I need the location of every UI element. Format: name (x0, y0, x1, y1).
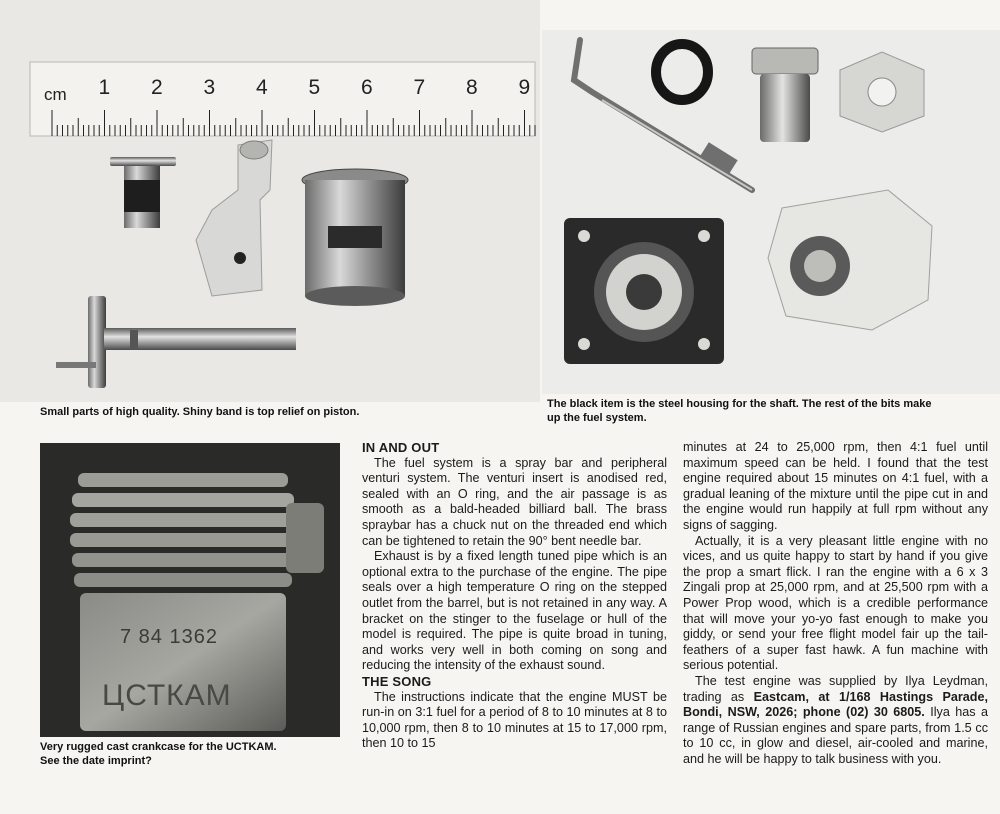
exhaust-stub (286, 503, 324, 573)
supplier-text-b: Ilya has a range of Russian engines and spare parts, from 1.5 cc to 10 cc, in glow and diesel, air-cooled and marine, and he will be happy to talk business with you. (683, 705, 988, 766)
crankcase-caption (40, 740, 277, 768)
black-item-caption-line1: The black item is the steel housing for the shaft. The rest of the bits make (547, 398, 932, 410)
threaded-fitting (752, 48, 818, 142)
fuel-system-photo (542, 30, 1000, 394)
crankcase-date-imprint: 7 84 1362 (120, 626, 218, 648)
paragraph-supplier (683, 674, 988, 768)
ruler-number: 4 (256, 76, 268, 99)
ruler-number: 5 (308, 76, 321, 99)
ruler-unit-label: cm (44, 85, 67, 104)
supplier-address: Eastcam, at 1/168 Hastings Parade, Bondi, NSW, 2026; phone (02) 30 6805. (683, 689, 988, 720)
ruler-number: 2 (151, 76, 163, 99)
ruler-number: 9 (518, 76, 531, 99)
crankcase-caption-line1: Very rugged cast crankcase for the UCTKAM. (40, 741, 277, 753)
small-parts-photo (0, 0, 540, 402)
cylinder-liner (302, 169, 408, 306)
ruler (30, 62, 535, 136)
carb-body (768, 190, 932, 330)
heading-the-song: THE SONG (362, 673, 432, 689)
shaft-housing (564, 218, 724, 364)
black-item-caption (547, 397, 931, 425)
ruler-number: 8 (466, 76, 478, 99)
crankcase-brand-imprint: ЦСТКАМ (102, 679, 232, 712)
ruler-number: 6 (361, 76, 373, 99)
paragraph-exhaust: Exhaust is by a fixed length tuned pipe which is an optional extra to the purchase of the engine. The pipe seals over a high temperature O ring on the stepped outlet from the barrel, but is not retained in any way. A bracket on the stinger to the fuselage or hull of the model is required. The pipe is quite broad in tuning, and works very well in both coming on song and reducing the intensity of the exhaust sound. (362, 549, 667, 673)
fuel-system-photo-drawing (542, 30, 1000, 394)
paragraph-performance: Actually, it is a very pleasant little engine with no vices, and us quite happy to start by hand if you give the prop a smart flick. I ran the engine with a 6 x 3 Zingali prop at 25,000 rpm, and at 25,500 rpm with a Power Prop wood, which is a credible performance that will move your yo-yo fast enough to make you giddy, or send your free flight model fair up the tail-feathers of a super fast hawk. A fun machine with serious potential. (683, 533, 988, 673)
small-parts-caption: Small parts of high quality. Shiny band is top relief on piston. (40, 406, 360, 418)
ruler-number: 3 (203, 76, 216, 99)
heading-in-and-out: IN AND OUT (362, 440, 440, 455)
supplier-text-a: The test engine was supplied by Ilya Leydman, trading as (683, 673, 988, 704)
crankcase-caption-line2: See the date imprint? (40, 755, 152, 767)
article-column-1 (362, 440, 667, 752)
article-column-2 (683, 440, 988, 767)
paragraph-instructions: The instructions indicate that the engine MUST be run-in on 3:1 fuel for a period of 8 to 10 minutes at 8 to 10,000 rpm, then 8 to 10 minutes at 15 to 17,000 rpm, then 10 to 15 (362, 689, 667, 751)
ruler-number: 7 (413, 76, 426, 99)
crankcase-photo (40, 443, 340, 737)
black-item-caption-line2: up the fuel system. (547, 412, 647, 424)
crankcase-photo-drawing (40, 443, 340, 737)
ruler-number: 1 (98, 76, 111, 99)
small-parts-photo-drawing (0, 0, 540, 402)
paragraph-fuel-system: The fuel system is a spray bar and peripheral venturi system. The venturi insert is anodised red, sealed with an O ring, and the air passage is as smooth as a bald-headed billiard ball. The brass spraybar has a chuck nut on the threaded end which can be tightened to retain the 90° bent needle bar. (362, 455, 667, 548)
paragraph-run-in: minutes at 24 to 25,000 rpm, then 4:1 fuel until maximum speed can be held. I found that the test engine required about 15 minutes on 4:1 fuel, with a gradual leaning of the mixture until the pipe cut in and the engine would run happily at full rpm without any signs of sagging. (683, 440, 988, 532)
